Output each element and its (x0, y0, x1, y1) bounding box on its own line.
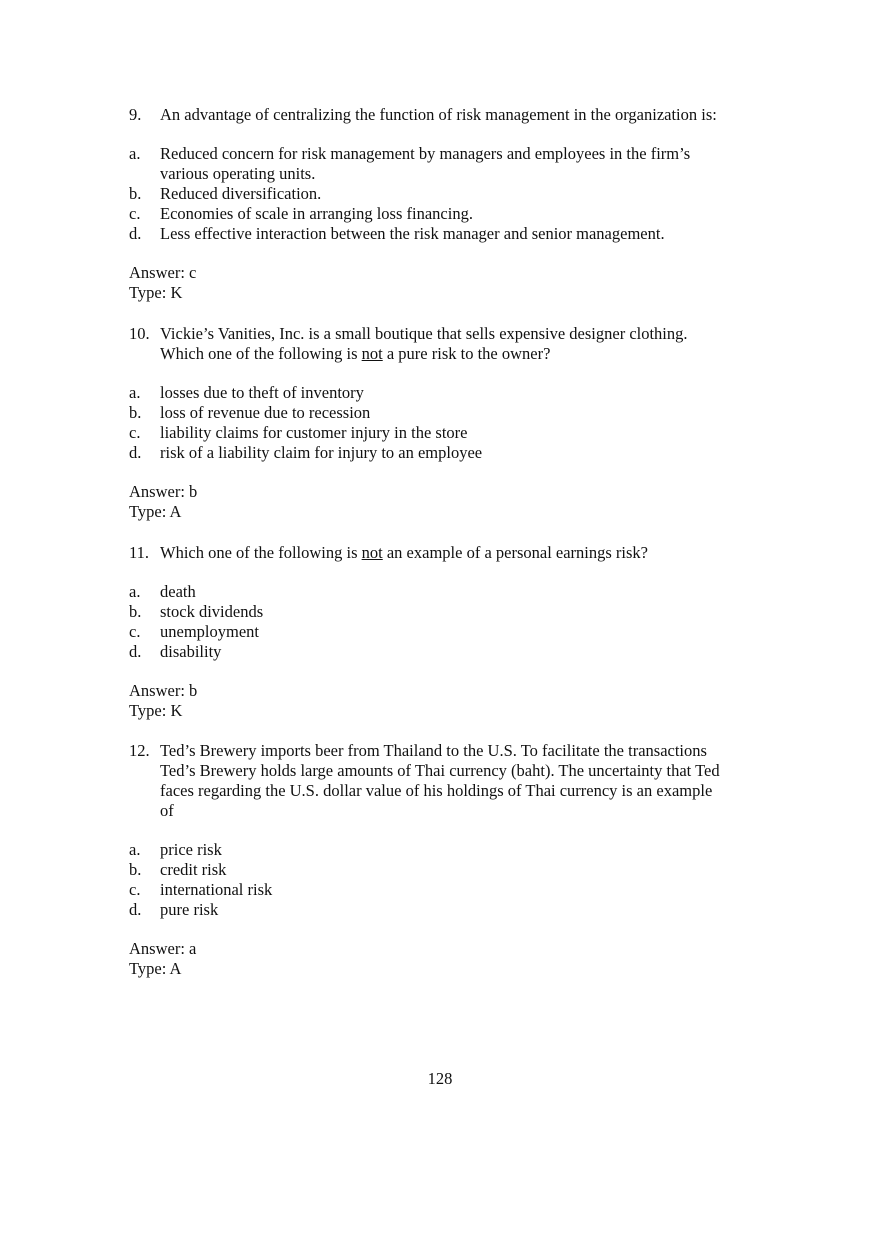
option-text-line: Less effective interaction between the risk manager and senior management. (160, 224, 665, 243)
question-number: 12. (129, 741, 150, 760)
option-b (129, 184, 769, 204)
option-text-line: international risk (160, 880, 273, 899)
question-number: 9. (129, 105, 142, 124)
answer-text: Answer: b (129, 482, 198, 501)
stem-line: Vickie’s Vanities, Inc. is a small boutique that sells expensive designer clothing. (160, 324, 688, 343)
answer-block (129, 263, 769, 303)
option-letter: a. (129, 582, 141, 601)
answer-block (129, 482, 769, 522)
answer-block (129, 681, 769, 721)
answer-text: Answer: b (129, 681, 198, 700)
page-number: 128 (427, 1069, 453, 1088)
option-b (129, 403, 769, 423)
question-10 (129, 324, 769, 522)
option-c (129, 204, 769, 224)
question-stem (129, 324, 769, 364)
options-list (129, 582, 769, 662)
question-9 (129, 105, 769, 303)
option-b (129, 602, 769, 622)
option-letter: b. (129, 403, 142, 422)
question-number: 10. (129, 324, 150, 343)
stem-line (160, 344, 769, 364)
option-text-line: Economies of scale in arranging loss financing. (160, 204, 473, 223)
options-list (129, 840, 769, 920)
option-letter: b. (129, 602, 142, 621)
option-letter: a. (129, 840, 141, 859)
question-12 (129, 741, 769, 979)
option-text-line: risk of a liability claim for injury to an employee (160, 443, 483, 462)
option-a (129, 144, 769, 184)
answer-text: Answer: c (129, 263, 197, 282)
options-list (129, 383, 769, 463)
stem-text: Which one of the following is (160, 344, 362, 363)
question-stem (129, 105, 769, 125)
option-c (129, 880, 769, 900)
option-a (129, 383, 769, 403)
option-c (129, 423, 769, 443)
option-letter: b. (129, 184, 142, 203)
type-text: Type: A (129, 502, 182, 521)
answer-block (129, 939, 769, 979)
option-letter: d. (129, 443, 142, 462)
stem-text: Which one of the following is (160, 543, 362, 562)
stem-underlined-word: not (361, 344, 383, 363)
option-text-line: credit risk (160, 860, 227, 879)
option-text-line: various operating units. (160, 164, 316, 183)
option-text-line: price risk (160, 840, 222, 859)
option-text-line: liability claims for customer injury in the store (160, 423, 468, 442)
stem-underlined-word: not (361, 543, 383, 562)
option-letter: d. (129, 224, 142, 243)
option-letter: d. (129, 900, 142, 919)
option-letter: c. (129, 622, 141, 641)
question-stem (129, 543, 769, 563)
option-d (129, 443, 769, 463)
question-number: 11. (129, 543, 150, 562)
option-text-line: loss of revenue due to recession (160, 403, 371, 422)
option-letter: a. (129, 383, 141, 402)
option-text-line: Reduced diversification. (160, 184, 322, 203)
stem-text: an example of a personal earnings risk? (382, 543, 649, 562)
option-letter: c. (129, 880, 141, 899)
option-d (129, 642, 769, 662)
option-a (129, 840, 769, 860)
option-text-line: death (160, 582, 196, 601)
option-letter: c. (129, 204, 141, 223)
type-text: Type: A (129, 959, 182, 978)
stem-line: Ted’s Brewery imports beer from Thailand to the U.S. To facilitate the transactions (160, 741, 707, 760)
option-letter: a. (129, 144, 141, 163)
stem-line: Ted’s Brewery holds large amounts of Thai currency (baht). The uncertainty that Ted (160, 761, 720, 780)
option-text-line: disability (160, 642, 222, 661)
option-b (129, 860, 769, 880)
option-letter: b. (129, 860, 142, 879)
option-a (129, 582, 769, 602)
option-letter: c. (129, 423, 141, 442)
option-letter: d. (129, 642, 142, 661)
option-c (129, 622, 769, 642)
option-text-line: stock dividends (160, 602, 264, 621)
stem-line: faces regarding the U.S. dollar value of his holdings of Thai currency is an example (160, 781, 713, 800)
stem-line: An advantage of centralizing the function of risk management in the organization is: (160, 105, 717, 124)
type-text: Type: K (129, 283, 183, 302)
question-stem (129, 741, 769, 821)
answer-text: Answer: a (129, 939, 197, 958)
option-text-line: unemployment (160, 622, 259, 641)
option-text-line: Reduced concern for risk management by managers and employees in the firm’s (160, 144, 691, 163)
options-list (129, 144, 769, 244)
type-text: Type: K (129, 701, 183, 720)
stem-line: of (160, 801, 174, 820)
option-text-line: losses due to theft of inventory (160, 383, 364, 402)
option-d (129, 224, 769, 244)
option-d (129, 900, 769, 920)
option-text-line: pure risk (160, 900, 219, 919)
question-11 (129, 543, 769, 721)
stem-text: a pure risk to the owner? (382, 344, 551, 363)
stem-line (160, 543, 769, 563)
